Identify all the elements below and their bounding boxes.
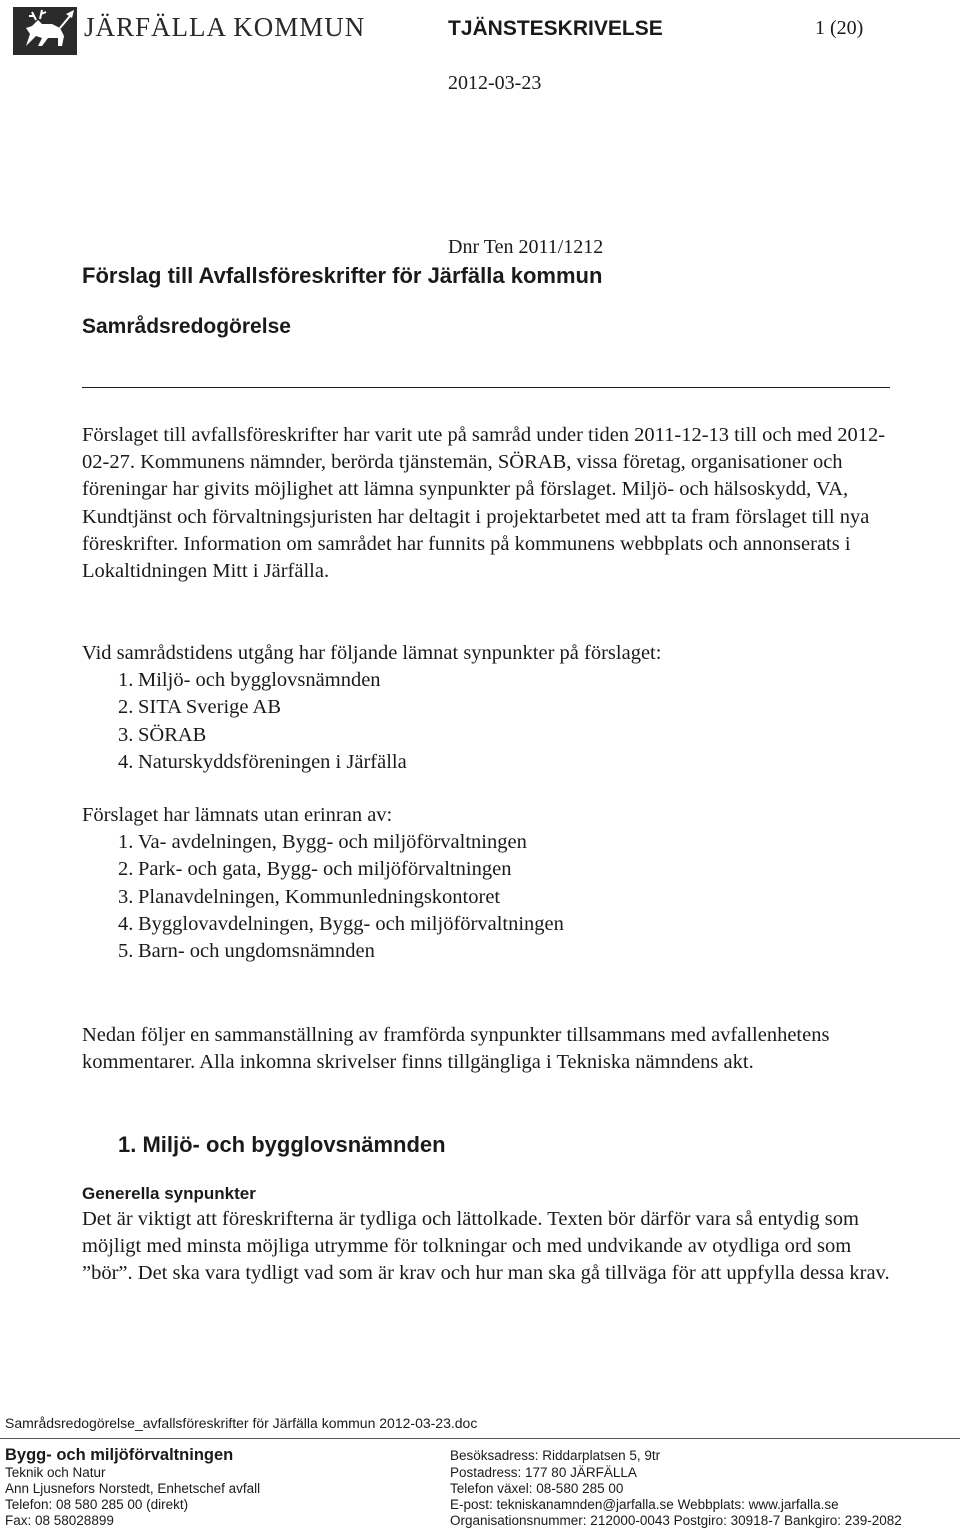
footer-visit-address: Besöksadress: Riddarplatsen 5, 9tr [450,1448,661,1463]
logo-wordmark: JÄRFÄLLA KOMMUN [84,12,366,42]
sub-heading: Generella synpunkter [82,1184,256,1203]
footer-department: Bygg- och miljöförvaltningen [5,1446,234,1464]
remarks-section [82,640,894,776]
footer-divider [0,1438,960,1439]
list-item: 5. Barn- och ungdomsnämnden [118,940,375,963]
list-item: 1. Va- avdelningen, Bygg- och miljöförvaltningen [118,831,527,854]
document-date: 2012-03-23 [448,72,542,94]
footer-filename: Samrådsredogörelse_avfallsföreskrifter för Järfälla kommun 2012-03-23.doc [5,1415,478,1431]
section-paragraph: Det är viktigt att föreskrifterna är tydliga och lättolkade. Texten bör därför vara så entydig som möjligt med minsta möjliga utrymme för tolkningar och med undvikande av otydliga ord som ”bör”. Det ska vara tydligt vad som är krav och hur man ska gå tillväga för att uppfylla dessa krav. [82,1208,890,1285]
list-item: 2. Park- och gata, Bygg- och miljöförvaltningen [118,858,512,881]
footer-unit: Teknik och Natur [5,1465,106,1480]
document-title: Förslag till Avfallsföreskrifter för Järfälla kommun [82,263,603,288]
footer-right [450,1446,902,1529]
footer-left [5,1446,260,1529]
list-item: 3. Planavdelningen, Kommunledningskontoret [118,885,501,908]
footer-org-number: Organisationsnummer: 212000-0043 Postgiro: 30918-7 Bankgiro: 239-2082 [450,1513,902,1528]
municipality-logo [12,6,364,56]
footer-postal-address: Postadress: 177 80 JÄRFÄLLA [450,1465,637,1480]
remarks-intro: Vid samrådstidens utgång har följande lämnat synpunkter på förslaget: [82,642,662,664]
no-objection-list [82,829,894,965]
remarks-list [82,667,894,776]
no-objection-section [82,802,894,965]
list-item: 2. SITA Sverige AB [118,696,281,719]
title-divider [82,387,890,388]
intro-paragraph: Förslaget till avfallsföreskrifter har varit ute på samråd under tiden 2011-12-13 till och med 2012-02-27. Kommunens nämnder, berörda tjänstemän, SÖRAB, vissa företag, organisationer och föreningar har givits möjlighet att lämna synpunkter på förslaget. Miljö- och hälsoskydd, VA, Kundtjänst och förvaltningsjuristen har deltagit i projektarbetet med att ta fram förslaget till nya föreskrifter. Information om samrådet har funnits på kommunens webbplats och annonserats i Lokaltidningen Mitt i Järfälla. [82,424,886,583]
coat-of-arms-icon [12,6,78,56]
list-item: 4. Naturskyddsföreningen i Järfälla [118,750,407,773]
no-objection-intro: Förslaget har lämnats utan erinran av: [82,804,393,826]
list-item: 3. SÖRAB [118,723,207,746]
list-item: 4. Bygglovavdelningen, Bygg- och miljöförvaltningen [118,912,564,935]
footer-contact: Ann Ljusnefors Norstedt, Enhetschef avfall [5,1481,261,1496]
page-number: 1 (20) [815,17,864,39]
footer-phone: Telefon: 08 580 285 00 (direkt) [5,1497,189,1512]
document-type: TJÄNSTESKRIVELSE [448,17,663,40]
footer-fax: Fax: 08 58028899 [5,1513,114,1528]
registration-number: Dnr Ten 2011/1212 [448,236,604,258]
section-heading: 1. Miljö- och bygglovsnämnden [118,1132,446,1157]
footer-switchboard: Telefon växel: 08-580 285 00 [450,1481,624,1496]
list-item: 1. Miljö- och bygglovsnämnden [118,669,381,692]
footer-email-web[interactable]: E-post: tekniskanamnden@jarfalla.se Webbplats: www.jarfalla.se [450,1497,839,1512]
summary-paragraph: Nedan följer en sammanställning av framförda synpunkter tillsammans med avfallenhetens kommentarer. Alla inkomna skrivelser finns tillgängliga i Tekniska nämndens akt. [82,1024,830,1074]
document-subtitle: Samrådsredogörelse [82,315,291,338]
